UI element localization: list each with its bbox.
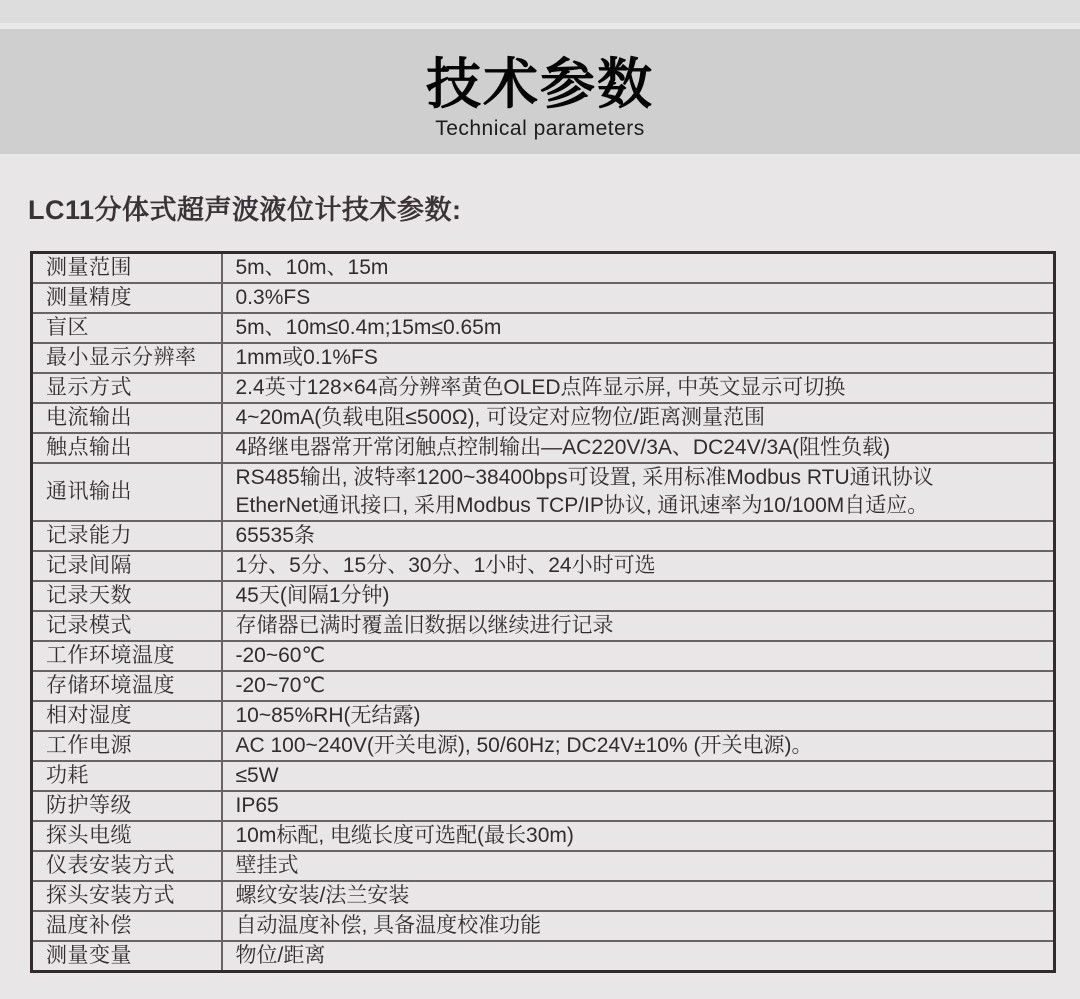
param-name-cell: 最小显示分辨率 <box>32 343 222 373</box>
param-value-cell <box>222 403 1055 433</box>
param-value-cell <box>222 433 1055 463</box>
param-value-cell <box>222 671 1055 701</box>
param-value-line: RS485输出, 波特率1200~38400bps可设置, 采用标准Modbus RTU通讯协议 <box>235 466 934 489</box>
table-row <box>32 521 1055 551</box>
param-value-cell <box>222 851 1055 881</box>
param-name-cell: 电流输出 <box>32 403 222 433</box>
param-value-cell <box>222 701 1055 731</box>
param-name-cell: 盲区 <box>32 313 222 343</box>
spec-table <box>30 251 1056 973</box>
page-title: 技术参数 <box>425 52 654 115</box>
param-name-cell: 相对湿度 <box>32 701 222 731</box>
table-row <box>32 433 1055 463</box>
param-value-line: 螺纹安装/法兰安装 <box>235 884 410 907</box>
param-value-cell <box>222 911 1055 941</box>
param-name-cell: 测量精度 <box>32 283 222 313</box>
page-subtitle: Technical parameters <box>435 117 645 140</box>
param-value-line: 10m标配, 电缆长度可选配(最长30m) <box>235 824 574 847</box>
table-row <box>32 671 1055 701</box>
table-row <box>32 611 1055 641</box>
param-value-cell <box>222 343 1055 373</box>
param-name-cell: 记录天数 <box>32 581 222 611</box>
param-value-cell <box>222 253 1055 284</box>
param-name-cell: 探头电缆 <box>32 821 222 851</box>
param-value-cell <box>222 731 1055 761</box>
param-value-cell <box>222 881 1055 911</box>
table-row <box>32 881 1055 911</box>
param-value-line: 2.4英寸128×64高分辨率黄色OLED点阵显示屏, 中英文显示可切换 <box>235 376 846 399</box>
param-name-cell: 温度补偿 <box>32 911 222 941</box>
param-value-cell <box>222 521 1055 551</box>
param-value-cell <box>222 641 1055 671</box>
table-row <box>32 463 1055 521</box>
param-value-cell <box>222 761 1055 791</box>
param-value-cell <box>222 313 1055 343</box>
table-row <box>32 761 1055 791</box>
param-value-cell <box>222 821 1055 851</box>
table-row <box>32 551 1055 581</box>
param-name-cell: 探头安装方式 <box>32 881 222 911</box>
param-name-cell: 工作环境温度 <box>32 641 222 671</box>
table-row <box>32 283 1055 313</box>
param-name-cell: 记录能力 <box>32 521 222 551</box>
table-row <box>32 941 1055 972</box>
param-name-cell: 存储环境温度 <box>32 671 222 701</box>
param-value-line: 5m、10m、15m <box>235 256 389 279</box>
param-value-line: 45天(间隔1分钟) <box>235 584 390 607</box>
param-name-cell: 记录间隔 <box>32 551 222 581</box>
param-name-cell: 通讯输出 <box>32 463 222 521</box>
param-value-line: 65535条 <box>235 524 315 547</box>
param-value-cell <box>222 283 1055 313</box>
param-value-cell <box>222 791 1055 821</box>
param-name-cell: 测量范围 <box>32 253 222 284</box>
param-value-cell <box>222 551 1055 581</box>
param-name-cell: 显示方式 <box>32 373 222 403</box>
param-name-cell: 功耗 <box>32 761 222 791</box>
param-value-cell <box>222 463 1055 521</box>
param-value-cell <box>222 611 1055 641</box>
param-value-line: -20~60℃ <box>235 644 326 667</box>
param-value-line: 10~85%RH(无结露) <box>235 704 421 727</box>
param-value-line: 4路继电器常开常闭触点控制输出—AC220V/3A、DC24V/3A(阻性负载) <box>235 436 891 459</box>
table-row <box>32 403 1055 433</box>
param-value-line: -20~70℃ <box>235 674 326 697</box>
param-name-cell: 记录模式 <box>32 611 222 641</box>
param-value-line: ≤5W <box>235 764 279 787</box>
param-value-line: EtherNet通讯接口, 采用Modbus TCP/IP协议, 通讯速率为10/100M自适应。 <box>235 494 929 517</box>
param-value-line: 0.3%FS <box>235 286 311 309</box>
param-value-line: IP65 <box>235 794 279 817</box>
param-value-cell <box>222 581 1055 611</box>
table-row <box>32 313 1055 343</box>
param-name-cell: 防护等级 <box>32 791 222 821</box>
param-value-cell <box>222 373 1055 403</box>
param-value-line: 存储器已满时覆盖旧数据以继续进行记录 <box>235 614 614 637</box>
param-value-cell <box>222 941 1055 972</box>
table-row <box>32 791 1055 821</box>
param-name-cell: 工作电源 <box>32 731 222 761</box>
top-band <box>0 0 1080 23</box>
param-value-line: 物位/距离 <box>235 944 326 967</box>
param-name-cell: 测量变量 <box>32 941 222 972</box>
table-row <box>32 851 1055 881</box>
table-row <box>32 253 1055 284</box>
param-value-line: AC 100~240V(开关电源), 50/60Hz; DC24V±10% (开关电源)。 <box>235 734 813 757</box>
param-name-cell: 仪表安装方式 <box>32 851 222 881</box>
title-banner <box>0 29 1080 154</box>
table-row <box>32 821 1055 851</box>
param-value-line: 1mm或0.1%FS <box>235 346 378 369</box>
param-value-line: 4~20mA(负载电阻≤500Ω), 可设定对应物位/距离测量范围 <box>235 406 766 429</box>
table-row <box>32 911 1055 941</box>
table-row <box>32 731 1055 761</box>
content-area <box>0 154 1080 999</box>
table-row <box>32 641 1055 671</box>
table-row <box>32 701 1055 731</box>
param-value-line: 自动温度补偿, 具备温度校准功能 <box>235 914 542 937</box>
table-row <box>32 343 1055 373</box>
param-value-line: 5m、10m≤0.4m;15m≤0.65m <box>235 316 502 339</box>
table-row <box>32 581 1055 611</box>
param-name-cell: 触点输出 <box>32 433 222 463</box>
param-value-line: 壁挂式 <box>235 854 299 877</box>
param-value-line: 1分、5分、15分、30分、1小时、24小时可选 <box>235 554 656 577</box>
spec-table-body <box>32 253 1055 972</box>
table-row <box>32 373 1055 403</box>
section-heading: LC11分体式超声波液位计技术参数: <box>28 195 462 225</box>
